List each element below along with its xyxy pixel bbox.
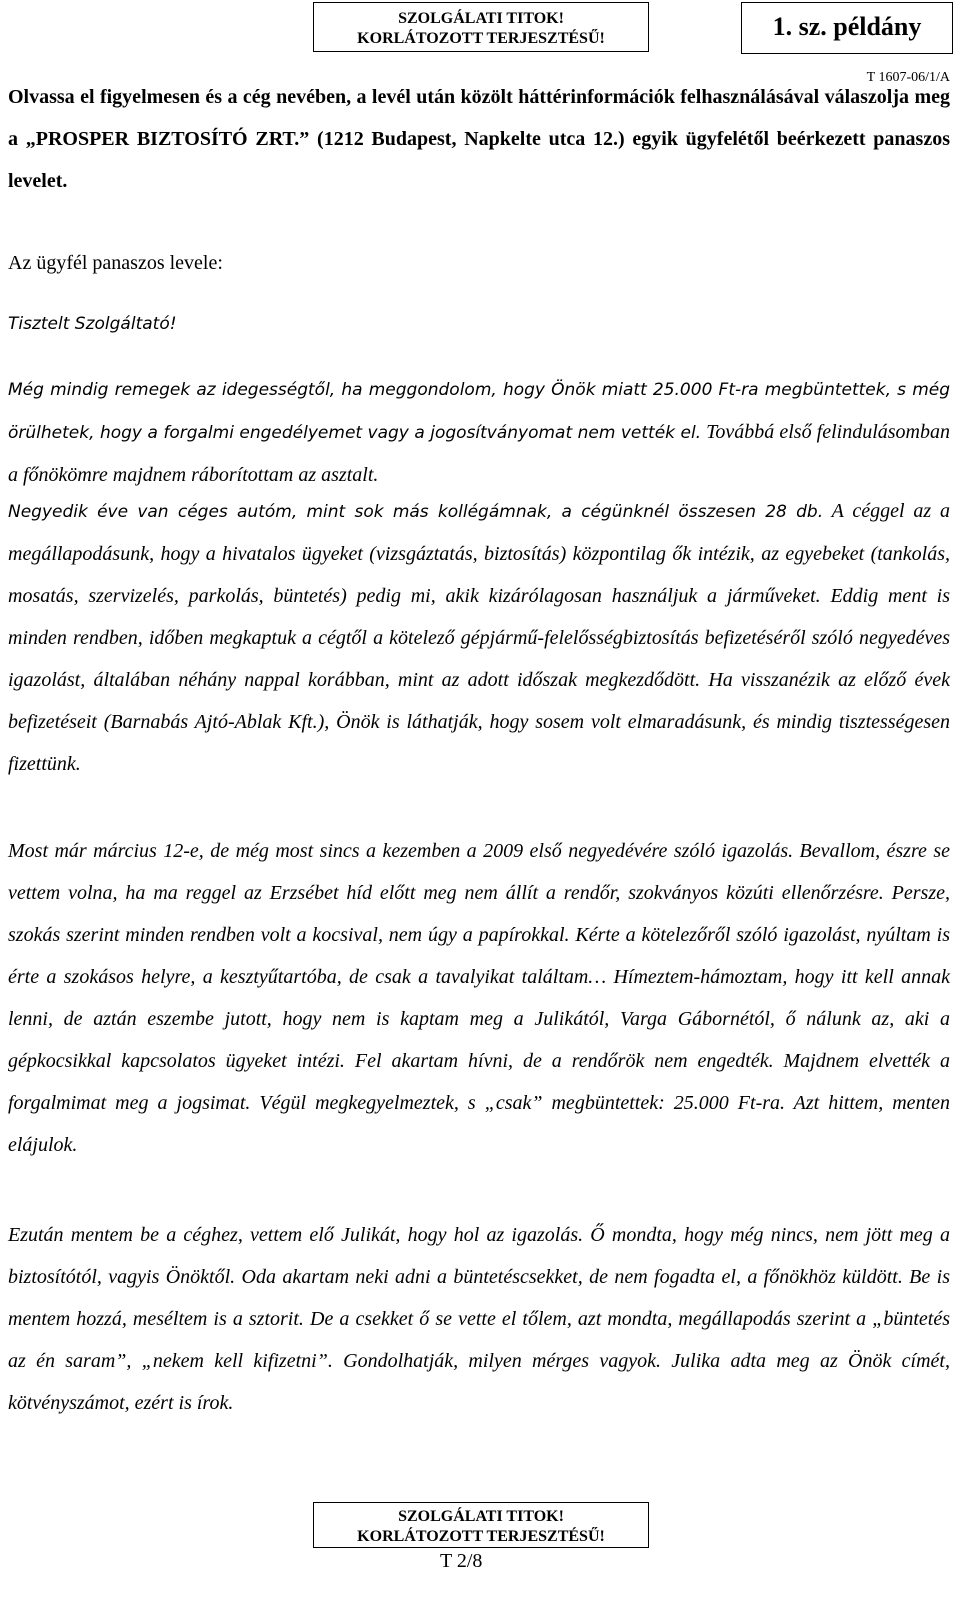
- letter-paragraph-1-part-b: Továbbá első felindulásomban a főnökömre majdnem ráborítottam az asztalt.: [8, 421, 950, 486]
- footer-classification-line2: KORLÁTOZOTT TERJESZTÉSŰ!: [357, 1528, 605, 1545]
- letter-salutation: Tisztelt Szolgáltató!: [8, 314, 177, 334]
- letter-paragraph-3: Most már március 12-e, de még most sincs a kezemben a 2009 első negyedévére szóló igazolás. Bevallom, észre se vettem volna, ha ma reggel az Erzsébet híd előtt meg nem állít a rendőr, szokványos közúti ellenőrzésre. Persze, szokás szerint minden rendben volt a kocsival, nem úgy a papírokkal. Kérte a kötelezőről szóló igazolást, nyúltam is érte a szokásos helyre, a kesztyűtartóba, de csak a tavalyikat találtam… Hímeztem-hámoztam, hogy itt kell annak lenni, de aztán eszembe jutott, hogy nem is kaptam meg a Julikától, Varga Gábornétól, ő nálunk az, aki a gépkocsikkal kapcsolatos ügyeket intézi. Fel akartam hívni, de a rendőrök nem engedték. Majdnem elvették a forgalmimat meg a jogsimat. Végül megkegyelmeztek, s „csak” megbüntettek: 25.000 Ft-ra. Azt hittem, menten elájulok.: [8, 840, 950, 1156]
- classification-stamp-bottom: [313, 1502, 649, 1548]
- copy-label: 1. sz. példány: [772, 12, 922, 41]
- page-number: T 2/8: [440, 1550, 483, 1572]
- classification-stamp-top: [313, 2, 649, 52]
- letter-paragraph-4: Ezután mentem be a céghez, vettem elő Julikát, hogy hol az igazolás. Ő mondta, hogy még nincs, nem jött meg a biztosítótól, vagyis Önöktől. Oda akartam neki adni a büntetéscsekket, de nem fogadta el, a főnökhöz küldött. Be is mentem hozzá, meséltem is a sztorit. De a csekket ő se vette el tőlem, azt mondta, megállapodás szerint a „büntetés az én saram”, „nekem kell kifizetni”. Gondolhatják, milyen mérges vagyok. Julika adta meg az Önök címét, kötvényszámot, ezért is írok.: [8, 1224, 950, 1414]
- classification-line2: KORLÁTOZOTT TERJESZTÉSŰ!: [357, 30, 605, 47]
- footer-classification-line1: SZOLGÁLATI TITOK!: [398, 1508, 564, 1525]
- letter-paragraph-1-part-a: Még mindig remegek az idegességtől, ha meggondolom, hogy Önök miatt 25.000 Ft-ra megbüntettek, s még örülhetek, hogy a forgalmi engedélyemet vagy a jogosítványomat nem vették el.: [8, 380, 950, 443]
- letter-paragraph-2-part-a: Negyedik éve van céges autóm, mint sok más kollégámnak, a cégünknél összesen 28 db.: [8, 502, 824, 522]
- classification-line1: SZOLGÁLATI TITOK!: [398, 10, 564, 27]
- letter-paragraph-1: [8, 368, 950, 496]
- complaint-heading: Az ügyfél panaszos levele:: [8, 252, 223, 274]
- copy-number-box: [741, 2, 953, 54]
- letter-paragraph-2-part-b: A céggel az a megállapodásunk, hogy a hivatalos ügyeket (vizsgáztatás, biztosítás) központilag ők intézik, az egyebeket (tankolás, mosatás, szervizelés, parkolás, büntetés) pedig mi, akik kizárólagosan használjuk a járműveket. Eddig ment is minden rendben, időben megkaptuk a cégtől a kötelező gépjármű-felelősségbiztosítás befizetéséről szóló negyedéves igazolást, általában néhány nappal korábban, mint az adott időszak megkezdődött. Ha visszanézik az előző évek befizetéseit (Barnabás Ajtó-Ablak Kft.), Önök is láthatják, hogy sosem volt elmaradásunk, és mindig tisztességesen fizettünk.: [8, 500, 950, 775]
- document-id: T 1607-06/1/A: [866, 70, 950, 85]
- task-instructions: Olvassa el figyelmesen és a cég nevében, a levél után közölt háttérinformációk felhasználásával válaszolja meg a „PROSPER BIZTOSÍTÓ ZRT.” (1212 Budapest, Napkelte utca 12.) egyik ügyfelétől beérkezett panaszos levelet.: [8, 86, 950, 192]
- letter-paragraph-2: [8, 490, 950, 785]
